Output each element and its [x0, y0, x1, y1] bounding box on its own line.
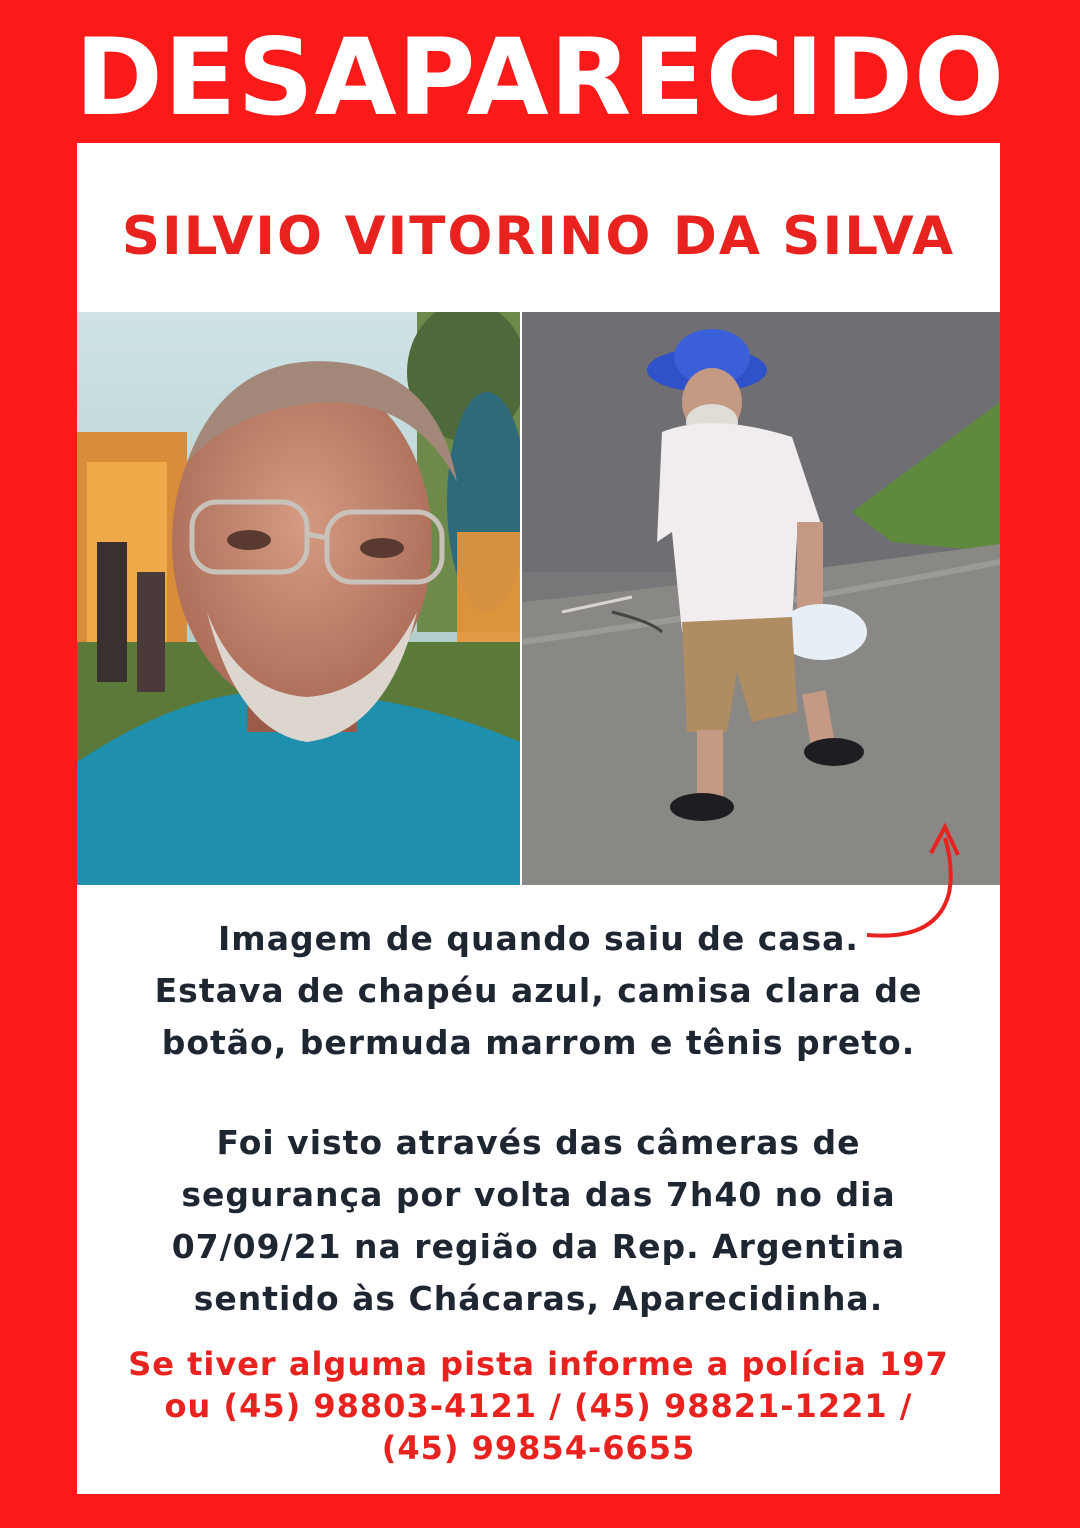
sighting-description: [107, 1117, 970, 1325]
contact-line: ou (45) 98803-4121 / (45) 98821-1221 /: [164, 1387, 913, 1425]
contact-line: Se tiver alguma pista informe a polícia 197: [128, 1345, 949, 1383]
contact-info: [97, 1343, 980, 1469]
sighting-line: Foi visto através das câmeras de: [216, 1123, 861, 1162]
description-line: botão, bermuda marrom e tênis preto.: [161, 1023, 916, 1062]
portrait-photo: [77, 312, 520, 885]
person-name: SILVIO VITORINO DA SILVA: [121, 206, 956, 267]
clothing-description: [107, 913, 970, 1069]
sighting-line: segurança por volta das 7h40 no dia: [181, 1175, 896, 1214]
poster-card: [77, 143, 1000, 1494]
headline: DESAPARECIDO: [74, 16, 1006, 139]
cctv-photo: [522, 312, 1000, 885]
sighting-line: 07/09/21 na região da Rep. Argentina: [171, 1227, 906, 1266]
description-line: Imagem de quando saiu de casa.: [218, 919, 859, 958]
description-line: Estava de chapéu azul, camisa clara de: [154, 971, 923, 1010]
contact-line: (45) 99854-6655: [381, 1429, 696, 1467]
sighting-line: sentido às Chácaras, Aparecidinha.: [193, 1279, 884, 1318]
